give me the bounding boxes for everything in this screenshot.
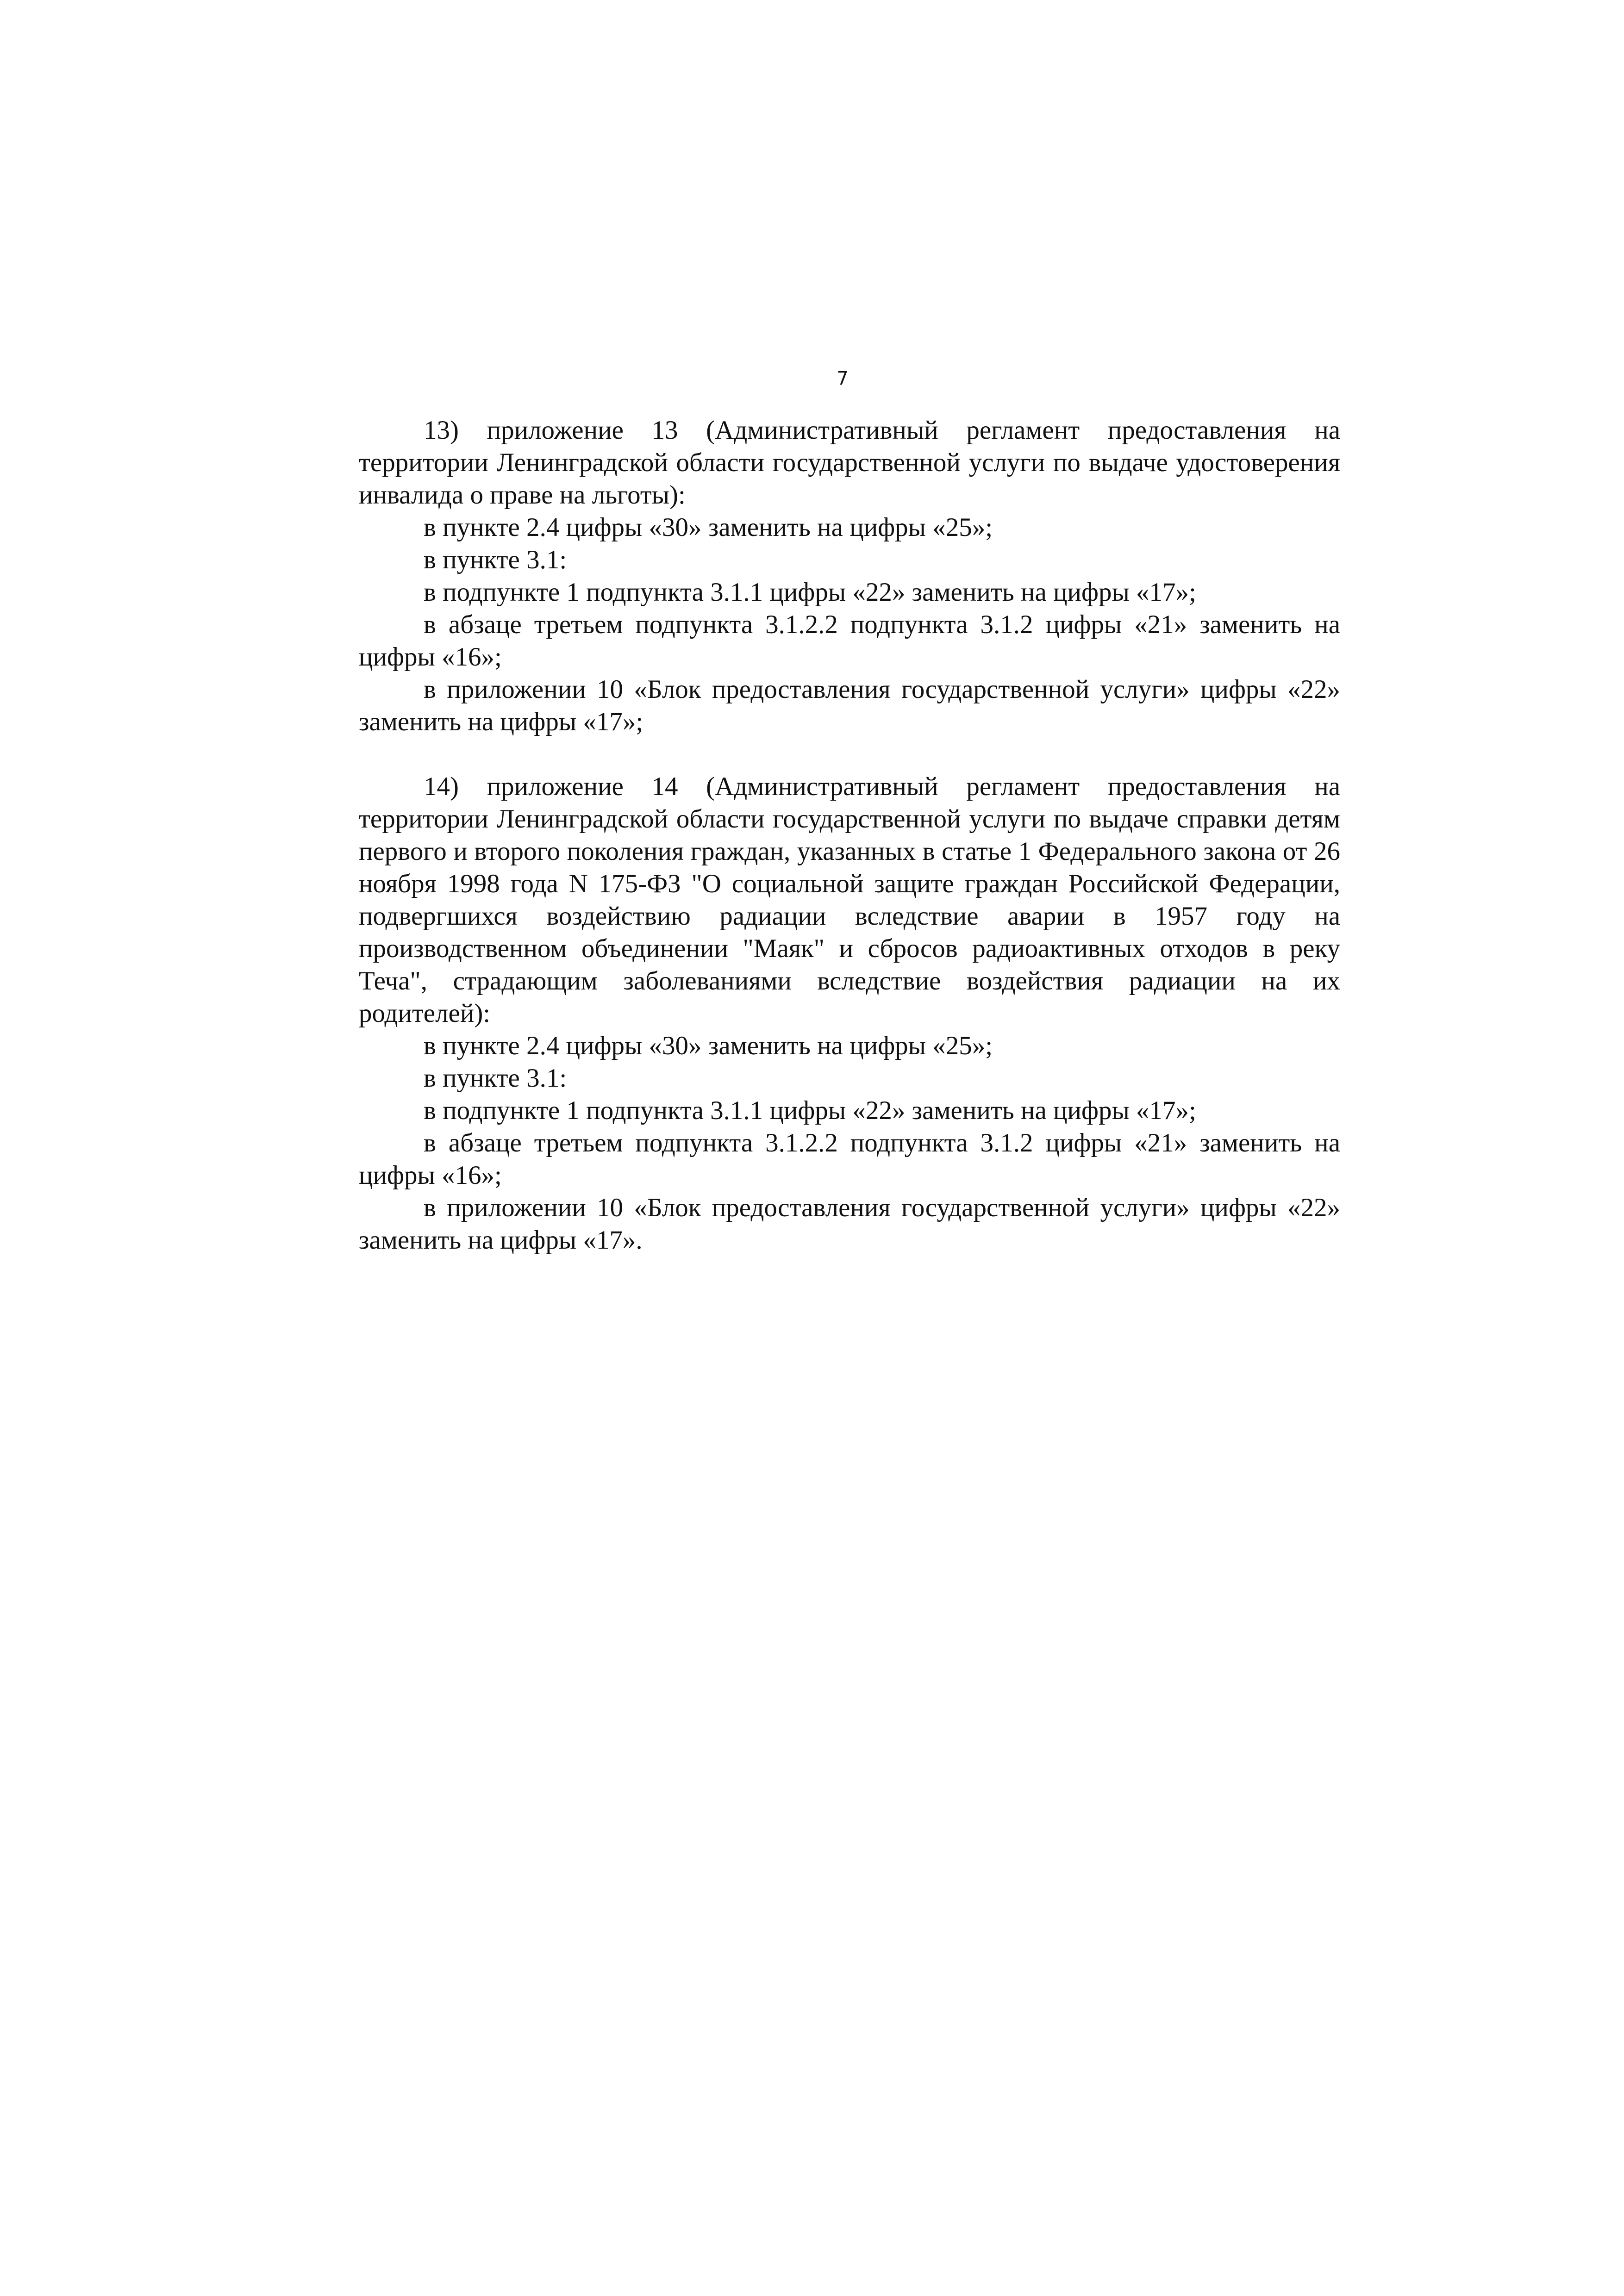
amendment-item: в подпункте 1 подпункта 3.1.1 цифры «22» заменить на цифры «17»; [424,1096,1196,1125]
amendment-item: в пункте 2.4 цифры «30» заменить на цифры «25»; [424,513,993,542]
amendment-item: в приложении 10 «Блок предоставления государственной услуги» цифры «22» заменить на цифры «17»; [359,675,1340,736]
section-14 [359,771,1340,1257]
section-13 [359,414,1340,738]
page-number: 7 [837,368,849,389]
document-body [359,414,1340,1257]
section-14-heading: 14) приложение 14 (Административный регламент предоставления на территории Ленинградской области государственной услуги по выдаче справки детям первого и второго поколения граждан, указанных в статье 1 Федерального закона от 26 ноября 1998 года N 175-ФЗ "О социальной защите граждан Российской Федерации, подвергшихся воздействию радиации вследствие аварии в 1957 году на производственном объединении "Маяк" и сбросов радиоактивных отходов в реку Теча", страдающим заболеваниями вследствие воздействия радиации на их родителей): [359,772,1340,1028]
amendment-item: в пункте 3.1: [424,545,567,574]
amendment-item: в абзаце третьем подпункта 3.1.2.2 подпункта 3.1.2 цифры «21» заменить на цифры «16»; [359,1128,1340,1190]
section-spacer [359,738,1340,771]
amendment-item: в подпункте 1 подпункта 3.1.1 цифры «22» заменить на цифры «17»; [424,578,1196,607]
amendment-item: в абзаце третьем подпункта 3.1.2.2 подпункта 3.1.2 цифры «21» заменить на цифры «16»; [359,610,1340,672]
section-13-heading: 13) приложение 13 (Административный регламент предоставления на территории Ленинградской области государственной услуги по выдаче удостоверения инвалида о праве на льготы): [359,416,1340,510]
amendment-item: в приложении 10 «Блок предоставления государственной услуги» цифры «22» заменить на цифры «17». [359,1193,1340,1255]
amendment-item: в пункте 2.4 цифры «30» заменить на цифры «25»; [424,1031,993,1060]
amendment-item: в пункте 3.1: [424,1064,567,1093]
